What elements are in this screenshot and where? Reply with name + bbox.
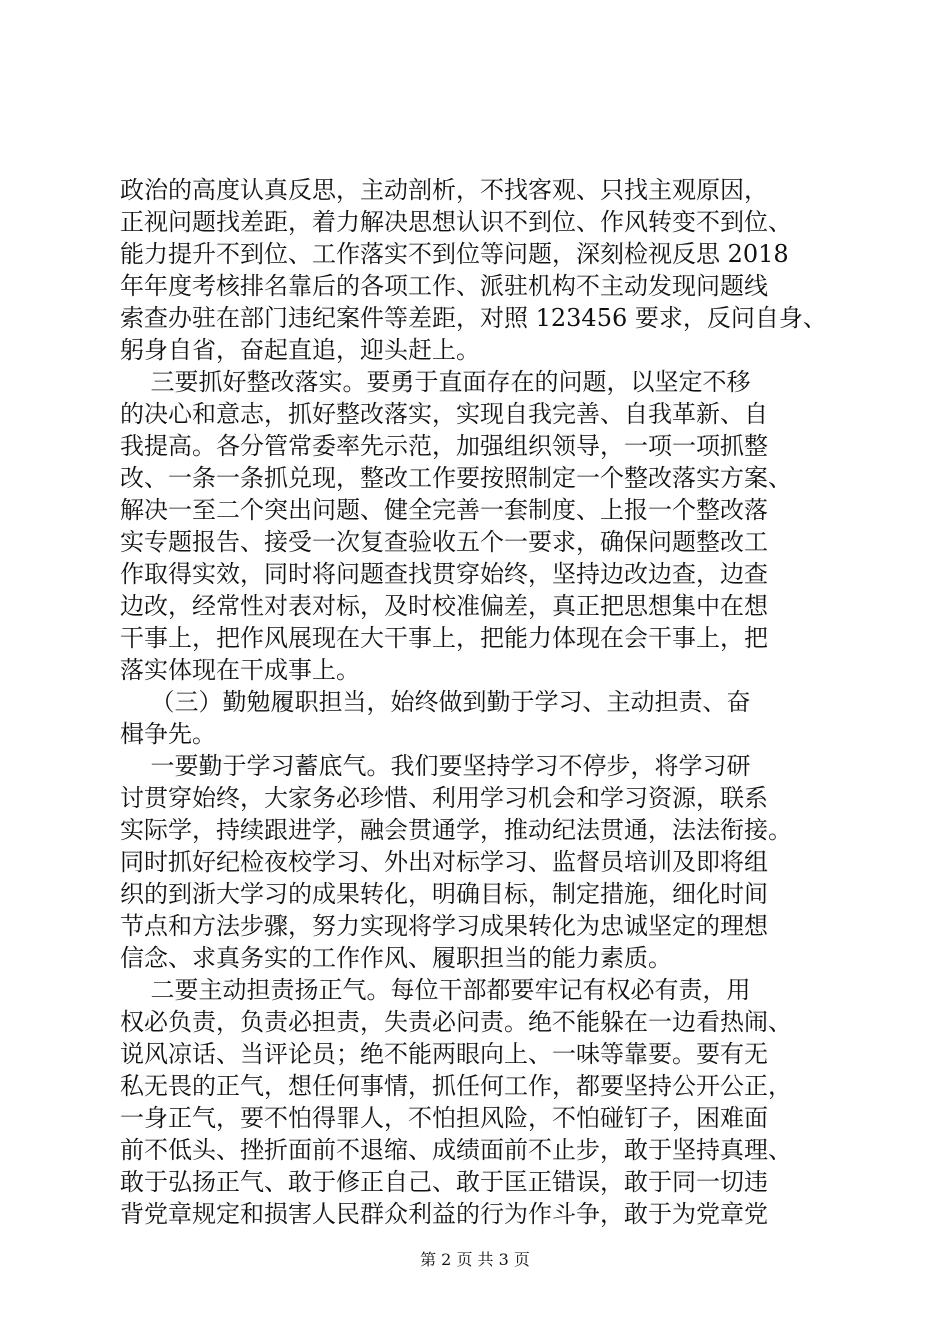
document-body [120,174,840,1230]
page-number-label: 第 2 页 共 3 页 [420,1250,530,1269]
page-footer [0,1247,950,1270]
paragraph-2: 三要抓好整改落实。要勇于直面存在的问题，以坚定不移 的决心和意志，抓好整改落实，实现自我完善、自我革新、自 我提高。各分管常委率先示范，加强组织领导，一项一项抓整 改、一条一条抓兑现，整改工作要按照制定一个整改落实方案、 解决一至二个突出问题、健全完善一套制度、上报一个整改落 实专题报告、接受一次复查验收五个一要求，确保问题整改工 作取得实效，同时将问题查找贯穿始终，坚持边改边查，边查 边改，经常性对表对标，及时校准偏差，真正把思想集中在想 干事上，把作风展现在大干事上，把能力体现在会干事上，把 落实体现在干成事上。 [120,368,792,684]
paragraph-4: 一要勤于学习蓄底气。我们要坚持学习不停步，将学习研 讨贯穿始终，大家务必珍惜、利用学习机会和学习资源，联系 实际学，持续跟进学，融会贯通学，推动纪法贯通，法法衔接。 同时抓好纪检夜校学习、外出对标学习、监督员培训及即将组 织的到浙大学习的成果转化，明确目标，制定措施，细化时间 节点和方法步骤，努力实现将学习成果转化为忠诚坚定的理想 信念、求真务实的工作作风、履职担当的能力素质。 [120,752,792,972]
paragraph-3: （三）勤勉履职担当，始终做到勤于学习、主动担责、奋 楫争先。 [120,688,751,748]
paragraph-5: 二要主动担责扬正气。每位干部都要牢记有权必有责，用 权必负责，负责必担责，失责必问责。绝不能躲在一边看热闹、 说风凉话、当评论员；绝不能两眼向上、一味等靠要。要有无 私无畏的正气，想任何事情，抓任何工作，都要坚持公开公正， 一身正气，要不怕得罪人，不怕担风险，不怕碰钉子，困难面 前不低头、挫折面前不退缩、成绩面前不止步，敢于坚持真理、 敢于弘扬正气、敢于修正自己、敢于匡正错误，敢于同一切违 背党章规定和损害人民群众利益的行为作斗争，敢于为党章党 [120,976,792,1228]
paragraph-1: 政治的高度认真反思，主动剖析，不找客观、只找主观原因， 正视问题找差距，着力解决思想认识不到位、作风转变不到位、 能力提升不到位、工作落实不到位等问题，深刻检视反思 2018 年年度考核排名靠后的各项工作、派驻机构不主动发现问题线 索查办驻在部门违纪案件等差距，对照 123456 要求，反问自身、 躬身自省，奋起直追，迎头赶上。 [120,176,827,364]
